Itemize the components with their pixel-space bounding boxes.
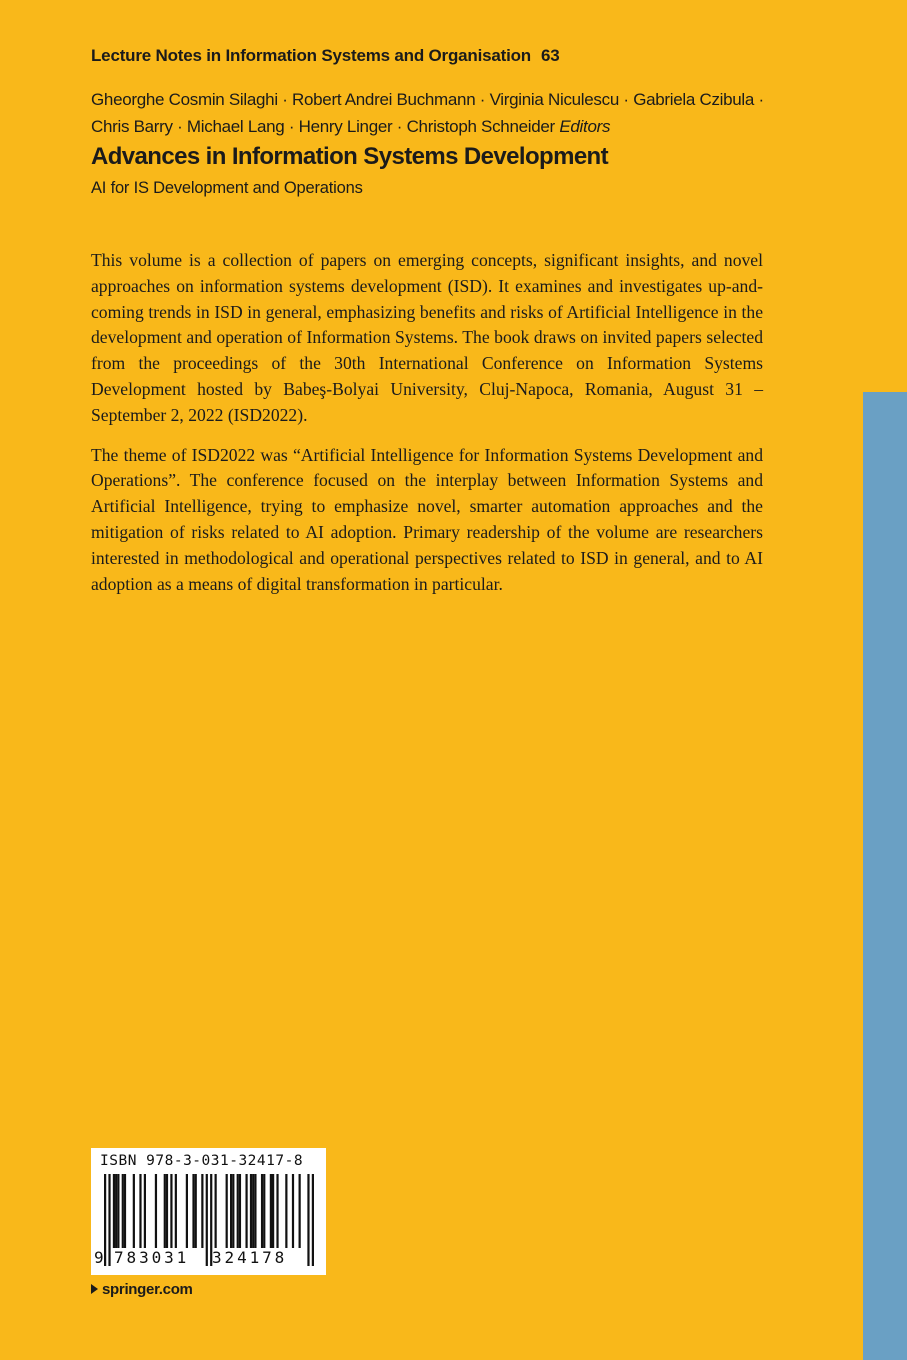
arrow-right-icon xyxy=(91,1284,98,1294)
barcode-bar xyxy=(186,1174,188,1248)
spine-stripe-blue xyxy=(863,392,907,598)
barcode-bar xyxy=(170,1174,172,1248)
barcode-bar xyxy=(117,1174,119,1248)
barcode-bar xyxy=(263,1174,265,1248)
isbn-barcode xyxy=(91,1148,326,1275)
barcode-bar xyxy=(166,1174,168,1248)
barcode-digits-right: 324178 xyxy=(212,1248,288,1267)
barcode-bar xyxy=(254,1174,256,1248)
series-volume: 63 xyxy=(540,46,560,65)
barcode-bar xyxy=(144,1174,146,1248)
barcode-bar xyxy=(292,1174,294,1248)
editors-line-2 xyxy=(91,113,771,140)
blurb-paragraph-2: The theme of ISD2022 was “Artificial Intelligence for Information Systems Development and Operations”. The conference focused on the interplay between Information Systems and Artificial Intelligence, trying to emphasize novel, smarter automation approaches and the mitigation of risks related to AI adoption. Primary readership of the volume are researchers interested in methodological and operational perspectives related to ISD in general, and to AI adoption as a means of digital transformation in particular. xyxy=(91,444,763,594)
series-header xyxy=(91,46,560,66)
publisher-url: springer.com xyxy=(102,1281,193,1298)
barcode-bar xyxy=(230,1174,232,1248)
book-subtitle: AI for IS Development and Operations xyxy=(91,179,363,197)
barcode-bar xyxy=(155,1174,157,1248)
spine-edge-top xyxy=(863,0,907,392)
barcode-bar xyxy=(115,1174,117,1248)
barcode-bar xyxy=(245,1174,247,1248)
barcode-bar xyxy=(133,1174,135,1248)
barcode-bar xyxy=(164,1174,166,1248)
book-title: Advances in Information Systems Development xyxy=(91,143,609,170)
barcode-bar xyxy=(250,1174,252,1248)
description-blurb xyxy=(91,248,763,611)
barcode-bar xyxy=(124,1174,126,1248)
barcode-bar xyxy=(195,1174,197,1248)
barcode-bar xyxy=(139,1174,141,1248)
editors-role: Editors xyxy=(559,117,611,136)
barcode-bar xyxy=(215,1174,217,1248)
publisher-link[interactable] xyxy=(91,1281,193,1298)
barcode-bar xyxy=(299,1174,301,1248)
barcode-bar xyxy=(237,1174,239,1248)
isbn-label: ISBN 978-3-031-32417-8 xyxy=(100,1153,304,1169)
barcode-bar xyxy=(201,1174,203,1248)
barcode-bar xyxy=(192,1174,194,1248)
series-name: Lecture Notes in Information Systems and Organisation xyxy=(91,46,531,65)
barcode-bar xyxy=(276,1174,278,1248)
barcode-bar xyxy=(261,1174,263,1248)
barcode-bar xyxy=(252,1174,254,1248)
barcode-digits xyxy=(91,1248,326,1272)
editors-line-1: Gheorghe Cosmin Silaghi · Robert Andrei Buchmann · Virginia Niculescu · Gabriela Czibula · xyxy=(91,90,764,109)
barcode-bar xyxy=(272,1174,274,1248)
editors-block xyxy=(91,86,771,140)
barcode-digit-first: 9 xyxy=(94,1248,104,1267)
barcode-bar xyxy=(175,1174,177,1248)
barcode-bar xyxy=(113,1174,115,1248)
barcode-bar xyxy=(232,1174,234,1248)
editors-names-2: Chris Barry · Michael Lang · Henry Linger · Christoph Schneider xyxy=(91,117,555,136)
barcode-bar xyxy=(285,1174,287,1248)
barcode-digits-left: 783031 xyxy=(114,1248,190,1267)
barcode-bar xyxy=(239,1174,241,1248)
barcode-bar xyxy=(122,1174,124,1248)
barcode-bar xyxy=(270,1174,272,1248)
barcode-bar xyxy=(226,1174,228,1248)
blurb-paragraph-1: This volume is a collection of papers on emerging concepts, significant insights, and novel approaches on information systems development (ISD). It examines and investigates up-and-coming trends in ISD in general, emphasizing benefits and risks of Artificial Intelligence in the development and operation of Information Systems. The book draws on invited papers selected from the proceedings of the 30th International Conference on Information Systems Development hosted by Babeş-Bolyai University, Cluj-Napoca, Romania, August 31 – September 2, 2022 (ISD2022). xyxy=(91,250,763,425)
spine-stripe-blue-lower xyxy=(863,598,907,1360)
